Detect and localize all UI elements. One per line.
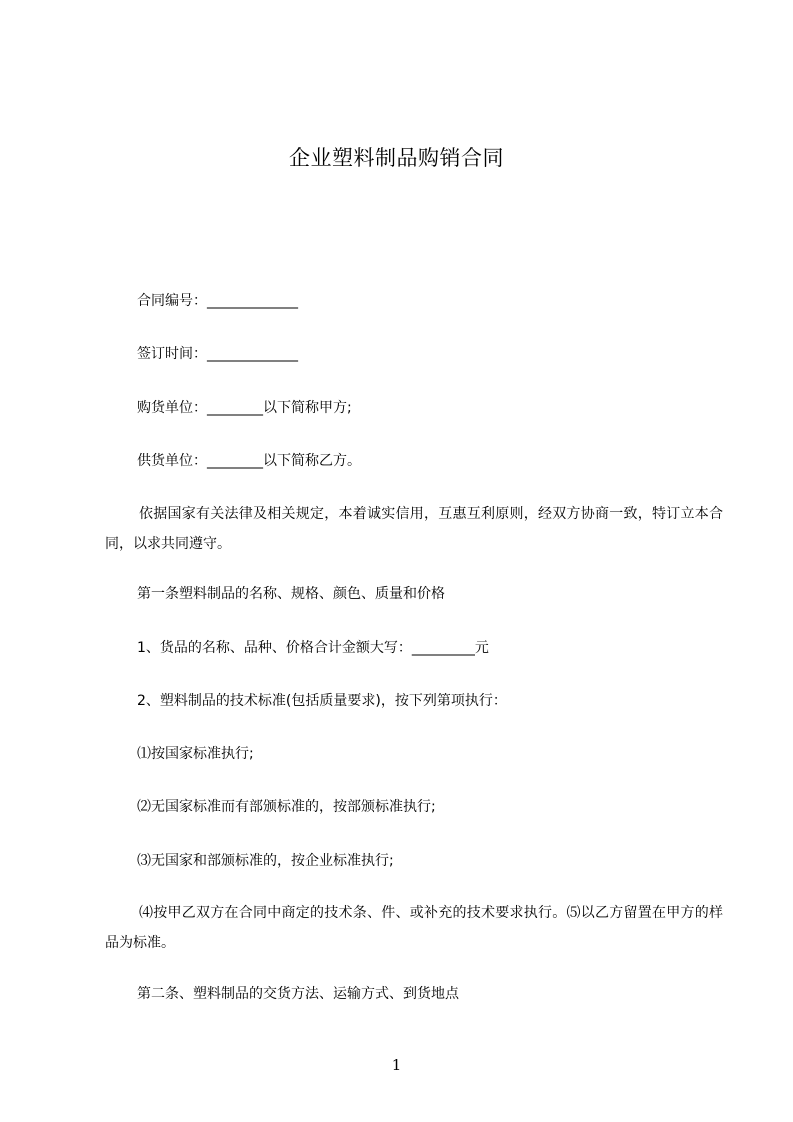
article-2-heading: 第二条、塑料制品的交货方法、运输方式、到货地点	[137, 986, 459, 1002]
contract-number-line: 合同编号：_____________	[137, 293, 298, 309]
item-2-option-4-paragraph: ⑷按甲乙双方在合同中商定的技术条、件、或补充的技术要求执行。⑸以乙方留置在甲方的样品为标准。	[105, 905, 723, 951]
article-1-heading: 第一条塑料制品的名称、规格、颜色、质量和价格	[137, 586, 445, 602]
item-2-line: 2、塑料制品的技术标准(包括质量要求)，按下列第项执行：	[137, 693, 507, 709]
item-2-option-3: ⑶无国家和部颁标准的，按企业标准执行;	[137, 853, 394, 869]
item-2-option-1: ⑴按国家标准执行;	[137, 746, 254, 762]
contract-title: 企业塑料制品购销合同	[289, 146, 504, 170]
page-number: 1	[391, 1056, 402, 1074]
preamble-paragraph: 依据国家有关法律及相关规定，本着诚实信用，互惠互利原则，经双方协商一致，特订立本合同，以求共同遵守。	[105, 506, 723, 552]
item-2-option-2: ⑵无国家标准而有部颁标准的，按部颁标准执行;	[137, 799, 436, 815]
seller-line: 供货单位：________以下简称乙方。	[137, 453, 361, 469]
buyer-line: 购货单位：________以下简称甲方;	[137, 400, 352, 416]
sign-time-line: 签订时间：_____________	[137, 346, 298, 362]
item-1-line: 1、货品的名称、品种、价格合计金额大写：_________元	[137, 640, 489, 656]
